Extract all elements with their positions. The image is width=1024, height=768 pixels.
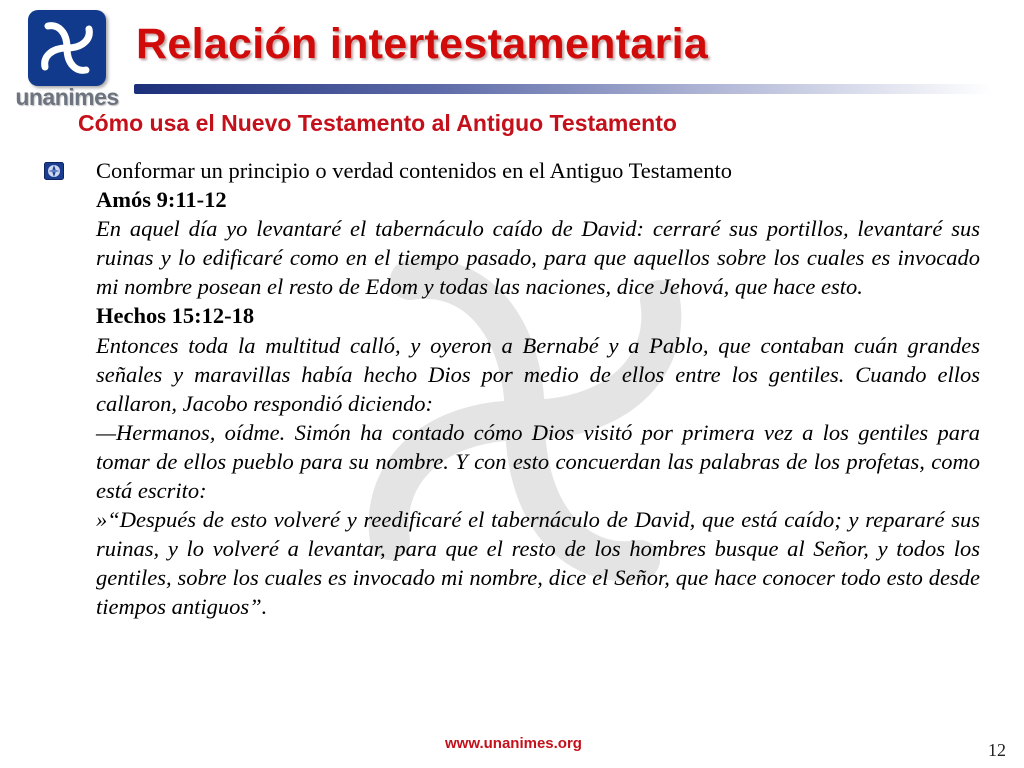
unanimes-logo-icon	[28, 10, 106, 86]
bullet-text: Conformar un principio o verdad contenidos en el Antiguo Testamento	[96, 158, 732, 183]
quote-hechos-part3: »“Después de esto volveré y reedificaré el tabernáculo de David, que está caído; y repararé sus ruinas, y lo volveré a levantar, para que el resto de los hombres busque al Señor, y todos los gentiles, sobre los cuales es invocado mi nombre, dice el Señor, que hace conocer todo esto desde tiempos antiguos”.	[96, 507, 980, 620]
page-title: Relación intertestamentaria	[136, 20, 709, 68]
page-subtitle: Cómo usa el Nuevo Testamento al Antiguo Testamento	[78, 110, 677, 136]
quote-amos: En aquel día yo levantaré el tabernáculo caído de David: cerraré sus portillos, levantaré sus ruinas y lo edificaré como en el tiempo pasado, para que aquellos sobre los cuales es invocado mi nombre posean el resto de Edom y todas las naciones, dice Jehová, que hace esto.	[96, 216, 980, 300]
bullet-item	[44, 156, 980, 622]
unanimes-logo	[12, 10, 120, 110]
logo-wordmark: unanimes	[15, 84, 119, 110]
compass-bullet-icon	[44, 162, 64, 180]
footer-website-link[interactable]: www.unanimes.org	[445, 735, 582, 752]
reference-hechos: Hechos 15:12-18	[96, 303, 255, 329]
title-underline-bar	[134, 84, 992, 94]
slide-body	[44, 156, 980, 622]
quote-hechos-part2: —Hermanos, oídme. Simón ha contado cómo Dios visitó por primera vez a los gentiles para tomar de ellos pueblo para su nombre. Y con esto concuerdan las palabras de los profetas, como está escrito:	[96, 419, 980, 504]
page-number: 12	[988, 740, 1006, 760]
quote-hechos-part1: Entonces toda la multitud calló, y oyeron a Bernabé y a Pablo, que contaban cuán grandes señales y maravillas había hecho Dios por medio de ellos entre los gentiles. Cuando ellos callaron, Jacobo respondió diciendo:	[96, 332, 980, 416]
reference-amos: Amós 9:11-12	[96, 187, 227, 213]
